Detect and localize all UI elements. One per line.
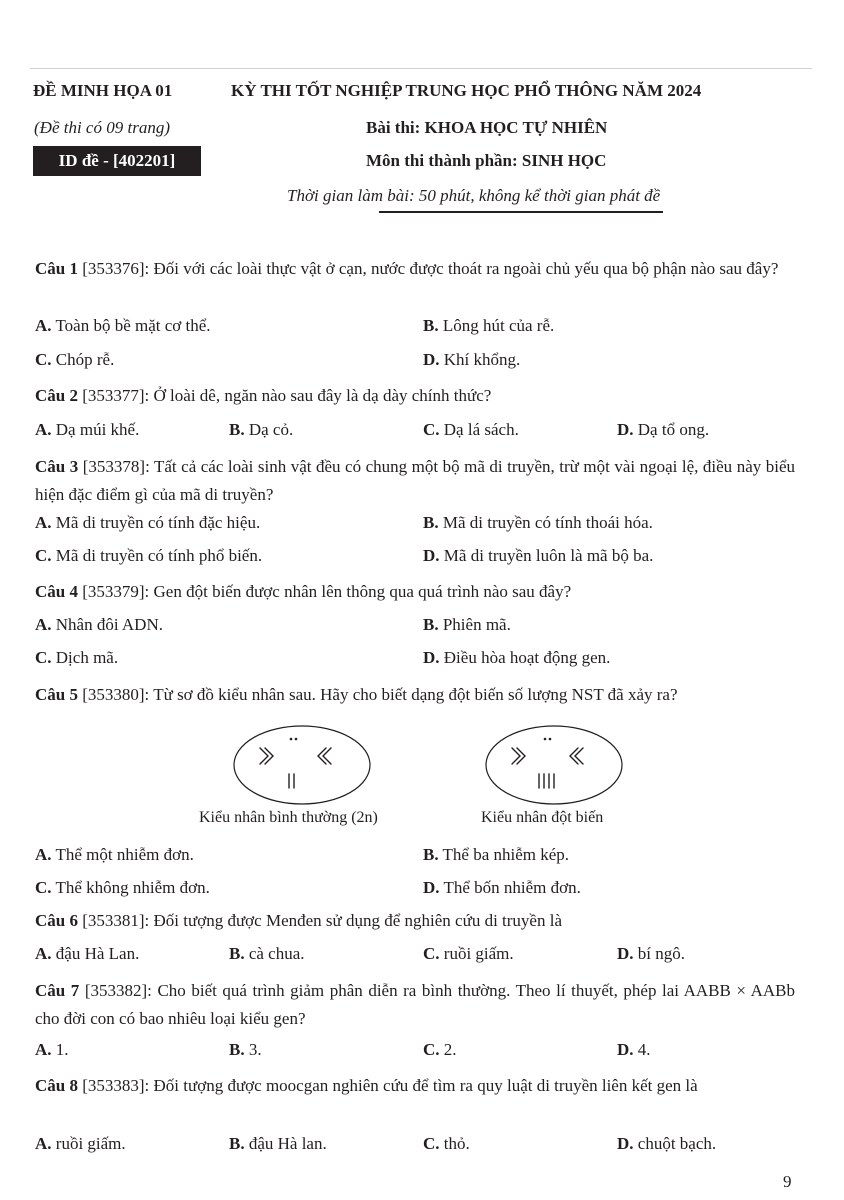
- chromosome: [544, 738, 547, 741]
- exam-title: KỲ THI TỐT NGHIỆP TRUNG HỌC PHỔ THÔNG NĂM 2024: [231, 81, 702, 100]
- cell-outline: [234, 726, 370, 804]
- chromosome: [570, 748, 578, 764]
- q5-option-a[interactable]: A. Thể một nhiễm đơn.: [35, 845, 194, 864]
- chromosome: [549, 738, 552, 741]
- question-7: Câu 7 [353382]: Cho biết quá trình giảm phân diễn ra bình thường. Theo lí thuyết, phép lai AABB × AABb cho đời con có bao nhiêu loại kiểu gen?: [35, 981, 796, 1028]
- q6-option-d[interactable]: D. bí ngô.: [617, 944, 686, 963]
- q5-option-c[interactable]: C. Thể không nhiễm đơn.: [35, 878, 210, 897]
- exam-id: ĐỀ MINH HỌA 01: [33, 81, 173, 100]
- exam-id-badge: ID đề - [402201]: [33, 146, 201, 176]
- question-2: Câu 2 [353377]: Ở loài dê, ngăn nào sau đây là dạ dày chính thức?: [35, 386, 492, 405]
- q4-option-c[interactable]: C. Dịch mã.: [35, 648, 119, 667]
- cell-outline: [486, 726, 622, 804]
- q1-option-a[interactable]: A. Toàn bộ bề mặt cơ thể.: [35, 316, 211, 335]
- q4-option-d[interactable]: D. Điều hòa hoạt động gen.: [423, 648, 611, 667]
- question-1: Câu 1 [353376]: Đối với các loài thực vật ở cạn, nước được thoát ra ngoài chủ yếu qua bộ phận nào sau đây?: [35, 259, 779, 278]
- subject-title: Môn thi thành phần: SINH HỌC: [366, 151, 607, 170]
- karyotype-mutant-figure: [484, 724, 624, 806]
- pages-note: (Đề thi có 09 trang): [34, 118, 170, 137]
- time-note: Thời gian làm bài: 50 phút, không kể thời gian phát đề: [287, 186, 661, 205]
- karyotype-normal-figure: [232, 724, 372, 806]
- q4-option-b[interactable]: B. Phiên mã.: [423, 615, 511, 634]
- q4-option-a[interactable]: A. Nhân đôi ADN.: [35, 615, 163, 634]
- q3-option-c[interactable]: C. Mã di truyền có tính phổ biến.: [35, 546, 263, 565]
- chromosome: [265, 748, 273, 764]
- question-4: Câu 4 [353379]: Gen đột biến được nhân lên thông qua quá trình nào sau đây?: [35, 582, 572, 601]
- chromosome: [295, 738, 298, 741]
- q3-option-d[interactable]: D. Mã di truyền luôn là mã bộ ba.: [423, 546, 654, 565]
- q6-option-b[interactable]: B. cà chua.: [229, 944, 305, 963]
- figure-caption-mutant: Kiểu nhân đột biến: [481, 809, 604, 826]
- subject-group: Bài thi: KHOA HỌC TỰ NHIÊN: [366, 118, 608, 137]
- q8-option-d[interactable]: D. chuột bạch.: [617, 1134, 717, 1153]
- question-6: Câu 6 [353381]: Đối tượng được Menđen sử dụng để nghiên cứu di truyền là: [35, 911, 562, 930]
- q7-option-d[interactable]: D. 4.: [617, 1040, 651, 1059]
- q3-option-b[interactable]: B. Mã di truyền có tính thoái hóa.: [423, 513, 653, 532]
- q5-option-d[interactable]: D. Thể bốn nhiễm đơn.: [423, 878, 581, 897]
- q1-option-c[interactable]: C. Chóp rễ.: [35, 350, 115, 369]
- q2-option-b[interactable]: B. Dạ cỏ.: [229, 420, 294, 439]
- q2-option-a[interactable]: A. Dạ múi khế.: [35, 420, 140, 439]
- q1-option-d[interactable]: D. Khí khổng.: [423, 350, 521, 369]
- figure-caption-normal: Kiểu nhân bình thường (2n): [199, 809, 378, 826]
- q7-option-b[interactable]: B. 3.: [229, 1040, 262, 1059]
- q3-option-a[interactable]: A. Mã di truyền có tính đặc hiệu.: [35, 513, 261, 532]
- chromosome: [290, 738, 293, 741]
- question-8: Câu 8 [353383]: Đối tượng được moocgan nghiên cứu để tìm ra quy luật di truyền liên kết gen là: [35, 1076, 698, 1095]
- q8-option-c[interactable]: C. thỏ.: [423, 1134, 470, 1153]
- q5-option-b[interactable]: B. Thể ba nhiễm kép.: [423, 845, 570, 864]
- q1-option-b[interactable]: B. Lông hút của rễ.: [423, 316, 555, 335]
- top-divider: [30, 68, 812, 69]
- question-5: Câu 5 [353380]: Từ sơ đồ kiểu nhân sau. Hãy cho biết dạng đột biến số lượng NST đã xảy ra?: [35, 685, 678, 704]
- page-number: 9: [783, 1172, 792, 1191]
- question-3: Câu 3 [353378]: Tất cả các loài sinh vật đều có chung một bộ mã di truyền, trừ một vài ngoại lệ, điều này biểu hiện đặc điểm gì của mã di truyền?: [35, 457, 796, 504]
- q7-option-a[interactable]: A. 1.: [35, 1040, 69, 1059]
- q2-option-c[interactable]: C. Dạ lá sách.: [423, 420, 519, 439]
- q2-option-d[interactable]: D. Dạ tổ ong.: [617, 420, 710, 439]
- q7-option-c[interactable]: C. 2.: [423, 1040, 457, 1059]
- q6-option-c[interactable]: C. ruồi giấm.: [423, 944, 514, 963]
- q8-option-b[interactable]: B. đậu Hà lan.: [229, 1134, 327, 1153]
- chromosome: [517, 748, 525, 764]
- chromosome: [318, 748, 326, 764]
- time-underline: [379, 211, 663, 213]
- q6-option-a[interactable]: A. đậu Hà Lan.: [35, 944, 140, 963]
- q8-option-a[interactable]: A. ruồi giấm.: [35, 1134, 126, 1153]
